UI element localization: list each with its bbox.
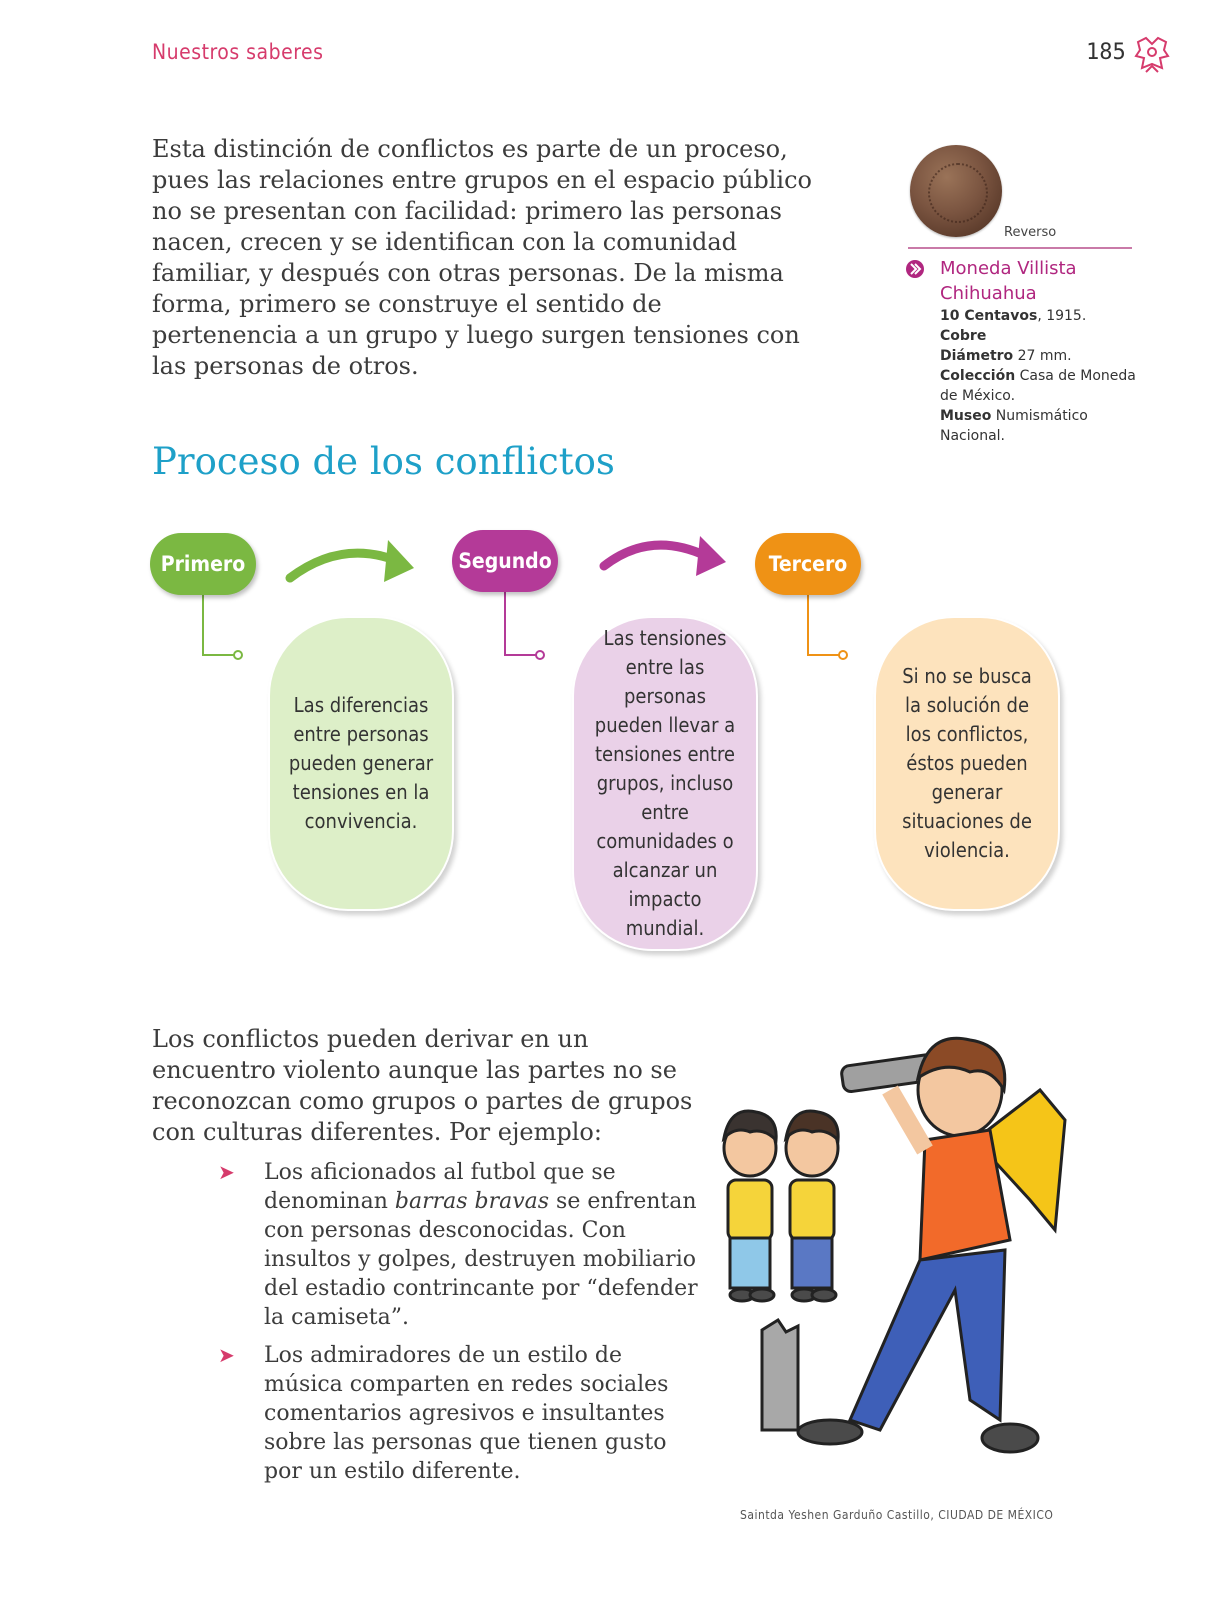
- step-segundo-label: Segundo: [452, 530, 558, 592]
- example-1-italic: barras bravas: [394, 1189, 550, 1214]
- coin-diameter-value: 27 mm.: [1013, 348, 1072, 364]
- example-1-after: se enfrentan con personas desconocidas. Con insultos y golpes, destruyen mobiliario del estadio contrincante por “defender la camiseta”.: [264, 1189, 698, 1330]
- second-paragraph: Los conflictos pueden derivar en un encuentro violento aunque las partes no se reconozcan como grupos o partes de grupos con culturas diferentes. Por ejemplo:: [152, 1025, 693, 1146]
- coin-museum-label: Museo: [940, 408, 992, 424]
- arrow-purple: [604, 545, 706, 566]
- coin-collection-label: Colección: [940, 368, 1016, 384]
- arrowhead-green: [384, 540, 414, 582]
- coin-material: Cobre: [940, 328, 987, 344]
- step-tercero-label: Tercero: [755, 533, 861, 595]
- kid-right: [786, 1111, 838, 1301]
- connector-purple: [505, 592, 537, 655]
- examples-list: [218, 1158, 698, 1495]
- arrow-bullet-icon: ➤: [218, 1160, 235, 1184]
- arrowhead-purple: [696, 536, 726, 576]
- illustration-credit: Saintda Yeshen Garduño Castillo, CIUDAD DE MÉXICO: [740, 1508, 1054, 1522]
- step-primero-text: Las diferencias entre personas pueden generar tensiones en la convivencia.: [288, 693, 434, 833]
- step-primero-label: Primero: [150, 533, 256, 595]
- intro-paragraph: Esta distinción de conflictos es parte de un proceso, pues las relaciones entre grupos en el espacio público no se presentan con facilidad: primero las personas nacen, crecen y se identifican con la comunidad familiar, y después con otras personas. De la misma forma, primero se construye el sentido de pertenencia a un grupo y luego surgen tensiones con las personas de otros.: [152, 135, 812, 380]
- process-title: Proceso de los conflictos: [152, 440, 615, 483]
- page-number: 185: [1086, 40, 1126, 65]
- step-tercero-box: [874, 616, 1060, 911]
- kid-left: [724, 1111, 776, 1301]
- coin-value-label: 10 Centavos: [940, 308, 1038, 324]
- arrow-bullet-icon: ➤: [218, 1343, 235, 1367]
- connector-green: [203, 595, 235, 655]
- coin-title: Moneda Villista Chihuahua: [940, 258, 1077, 304]
- step-tercero-text: Si no se busca la solución de los conflictos, éstos pueden generar situaciones de violencia.: [902, 664, 1032, 862]
- coin-diameter-label: Diámetro: [940, 348, 1014, 364]
- example-1-before: Los aficionados al futbol que se denominan: [264, 1160, 616, 1214]
- arrow-green: [290, 553, 395, 578]
- coin-collection-value: Casa de Moneda de México.: [940, 368, 1136, 404]
- list-item: [218, 1341, 698, 1486]
- coin-value-year: , 1915.: [1037, 308, 1087, 324]
- fan-person: [798, 1038, 1065, 1452]
- coin-side-label: Reverso: [1004, 225, 1057, 240]
- step-segundo-text: Las tensiones entre las personas pueden llevar a tensiones entre grupos, incluso entre comunidades o alcanzar un impacto mundial.: [594, 626, 736, 940]
- fan-illustration: [720, 1020, 1100, 1490]
- step-segundo-box: [572, 616, 758, 951]
- connector-orange: [808, 595, 840, 655]
- list-item: [218, 1158, 698, 1332]
- section-title: Nuestros saberes: [152, 40, 324, 64]
- step-primero-box: [268, 616, 454, 911]
- broken-post: [762, 1320, 798, 1430]
- example-2-text: Los admiradores de un estilo de música comparten en redes sociales comentarios agresivos e insultantes sobre las personas que tienen gusto por un estilo diferente.: [264, 1343, 669, 1484]
- coin-museum-value: Numismático Nacional.: [940, 408, 1088, 444]
